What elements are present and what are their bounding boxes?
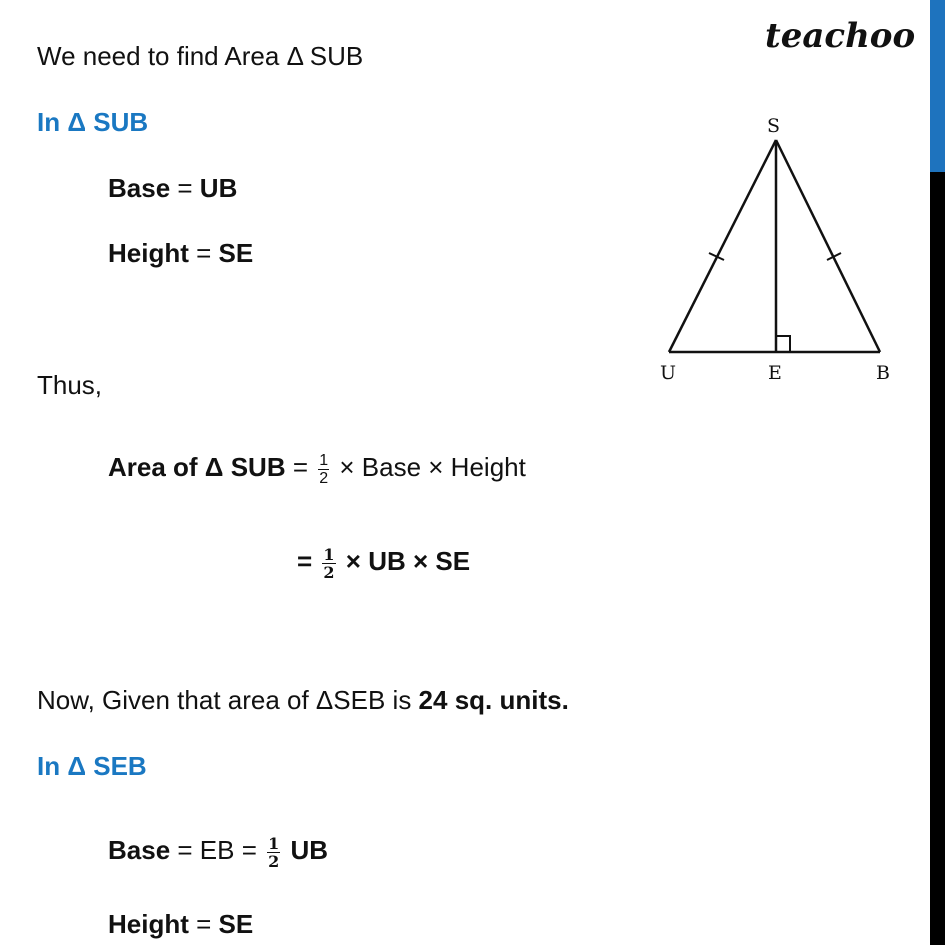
height-value: SE [218, 238, 254, 268]
fraction-numerator: 1 [323, 544, 335, 564]
scrollbar-thumb[interactable] [930, 0, 945, 172]
heading-in-sub: In Δ SUB [37, 107, 149, 137]
thus-text: Thus, [37, 370, 103, 400]
side-sb [776, 140, 880, 352]
base-line [108, 172, 237, 204]
height2-line [108, 908, 253, 940]
base2-line [108, 834, 328, 870]
teachoo-logo: teachoo [765, 16, 916, 56]
vertex-label-s: S [767, 115, 781, 137]
area-formula-line [108, 451, 526, 487]
side-su [669, 140, 776, 352]
height-label: Height [108, 238, 189, 268]
vertex-label-u: U [660, 362, 677, 384]
base-label: Base [108, 173, 171, 203]
fraction-denominator: 2 [323, 562, 335, 582]
given-line [37, 684, 569, 716]
base2-eq: = EB = [170, 835, 265, 865]
given-value: 24 sq. units. [418, 685, 569, 715]
height2-label: Height [108, 909, 189, 939]
area-result-line [297, 545, 470, 581]
area-eq: = [285, 452, 316, 482]
half-fraction-bold [322, 546, 335, 581]
height2-eq: = [188, 909, 219, 939]
intro-text: We need to find Area Δ SUB [37, 41, 364, 71]
height2-value: SE [218, 909, 254, 939]
right-angle-mark [776, 336, 790, 352]
half-fraction [318, 452, 329, 487]
result-eq: = [297, 546, 320, 576]
area-rest: × Base × Height [332, 452, 526, 482]
height-line [108, 237, 253, 269]
half-fraction-bold [267, 835, 280, 870]
heading-in-seb: In Δ SEB [37, 751, 147, 781]
area-label: Area of Δ SUB [108, 452, 286, 482]
base-eq: = [170, 173, 200, 203]
base2-value: UB [283, 835, 329, 865]
base2-label: Base [108, 835, 171, 865]
result-rest: × UB × SE [338, 546, 471, 576]
fraction-denominator: 2 [319, 469, 329, 487]
base-value: UB [199, 173, 238, 203]
fraction-numerator: 1 [319, 451, 329, 469]
height-eq: = [188, 238, 219, 268]
triangle-sub-figure [640, 108, 910, 388]
vertex-label-e: E [768, 362, 782, 384]
vertex-label-b: B [876, 362, 890, 384]
fraction-numerator: 1 [268, 833, 280, 853]
fraction-denominator: 2 [268, 851, 280, 871]
given-text: Now, Given that area of ΔSEB is [37, 685, 419, 715]
